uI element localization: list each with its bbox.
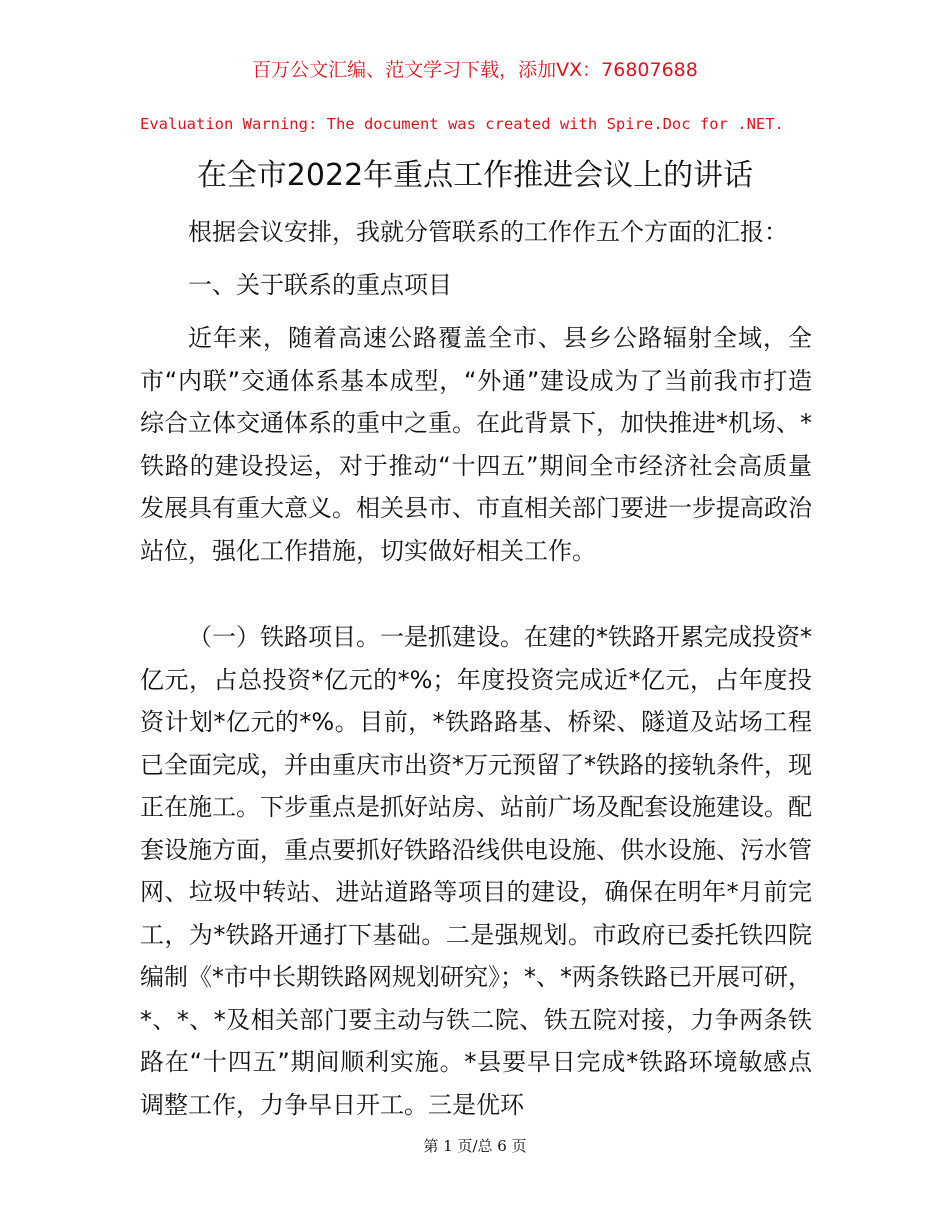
body-paragraph-1: 近年来，随着高速公路覆盖全市、县乡公路辐射全域，全市“内联”交通体系基本成型，“外通”建设成为了当前我市打造综合立体交通体系的重中之重。在此背景下，加快推进*机场、*铁路的建设投运，对于推动“十四五”期间全市经济社会高质量发展具有重大意义。相关县市、市直相关部门要进一步提高政治站位，强化工作措施，切实做好相关工作。 [140, 324, 812, 565]
page-footer: 第 1 页/总 6 页 [423, 1137, 527, 1155]
section-heading-block [140, 264, 812, 307]
document-title: 在全市2022年重点工作推进会议上的讲话 [196, 158, 754, 193]
body-paragraph-1-block [140, 317, 812, 572]
intro-paragraph-block [140, 211, 812, 254]
body-paragraph-2-block [140, 616, 812, 1126]
section-heading-1: 一、关于联系的重点项目 [188, 271, 452, 299]
evaluation-warning: Evaluation Warning: The document was created with Spire.Doc for .NET. [140, 115, 784, 133]
body-paragraph-2: （一）铁路项目。一是抓建设。在建的*铁路开累完成投资*亿元，占总投资*亿元的*%；年度投资完成近*亿元，占年度投资计划*亿元的*%。目前，*铁路路基、桥梁、隧道及站场工程已全面完成，并由重庆市出资*万元预留了*铁路的接轨条件，现正在施工。下步重点是抓好站房、站前广场及配套设施建设。配套设施方面，重点要抓好铁路沿线供电设施、供水设施、污水管网、垃圾中转站、进站道路等项目的建设，确保在明年*月前完工，为*铁路开通打下基础。二是强规划。市政府已委托铁四院编制《*市中长期铁路网规划研究》；*、*两条铁路已开展可研，*、*、*及相关部门要主动与铁二院、铁五院对接，力争两条铁路在“十四五”期间顺利实施。*县要早日完成*铁路环境敏感点调整工作，力争早日开工。三是优环 [140, 623, 812, 1119]
promo-header: 百万公文汇编、范文学习下载，添加VX：76807688 [252, 59, 698, 81]
intro-paragraph: 根据会议安排，我就分管联系的工作作五个方面的汇报： [188, 218, 788, 246]
